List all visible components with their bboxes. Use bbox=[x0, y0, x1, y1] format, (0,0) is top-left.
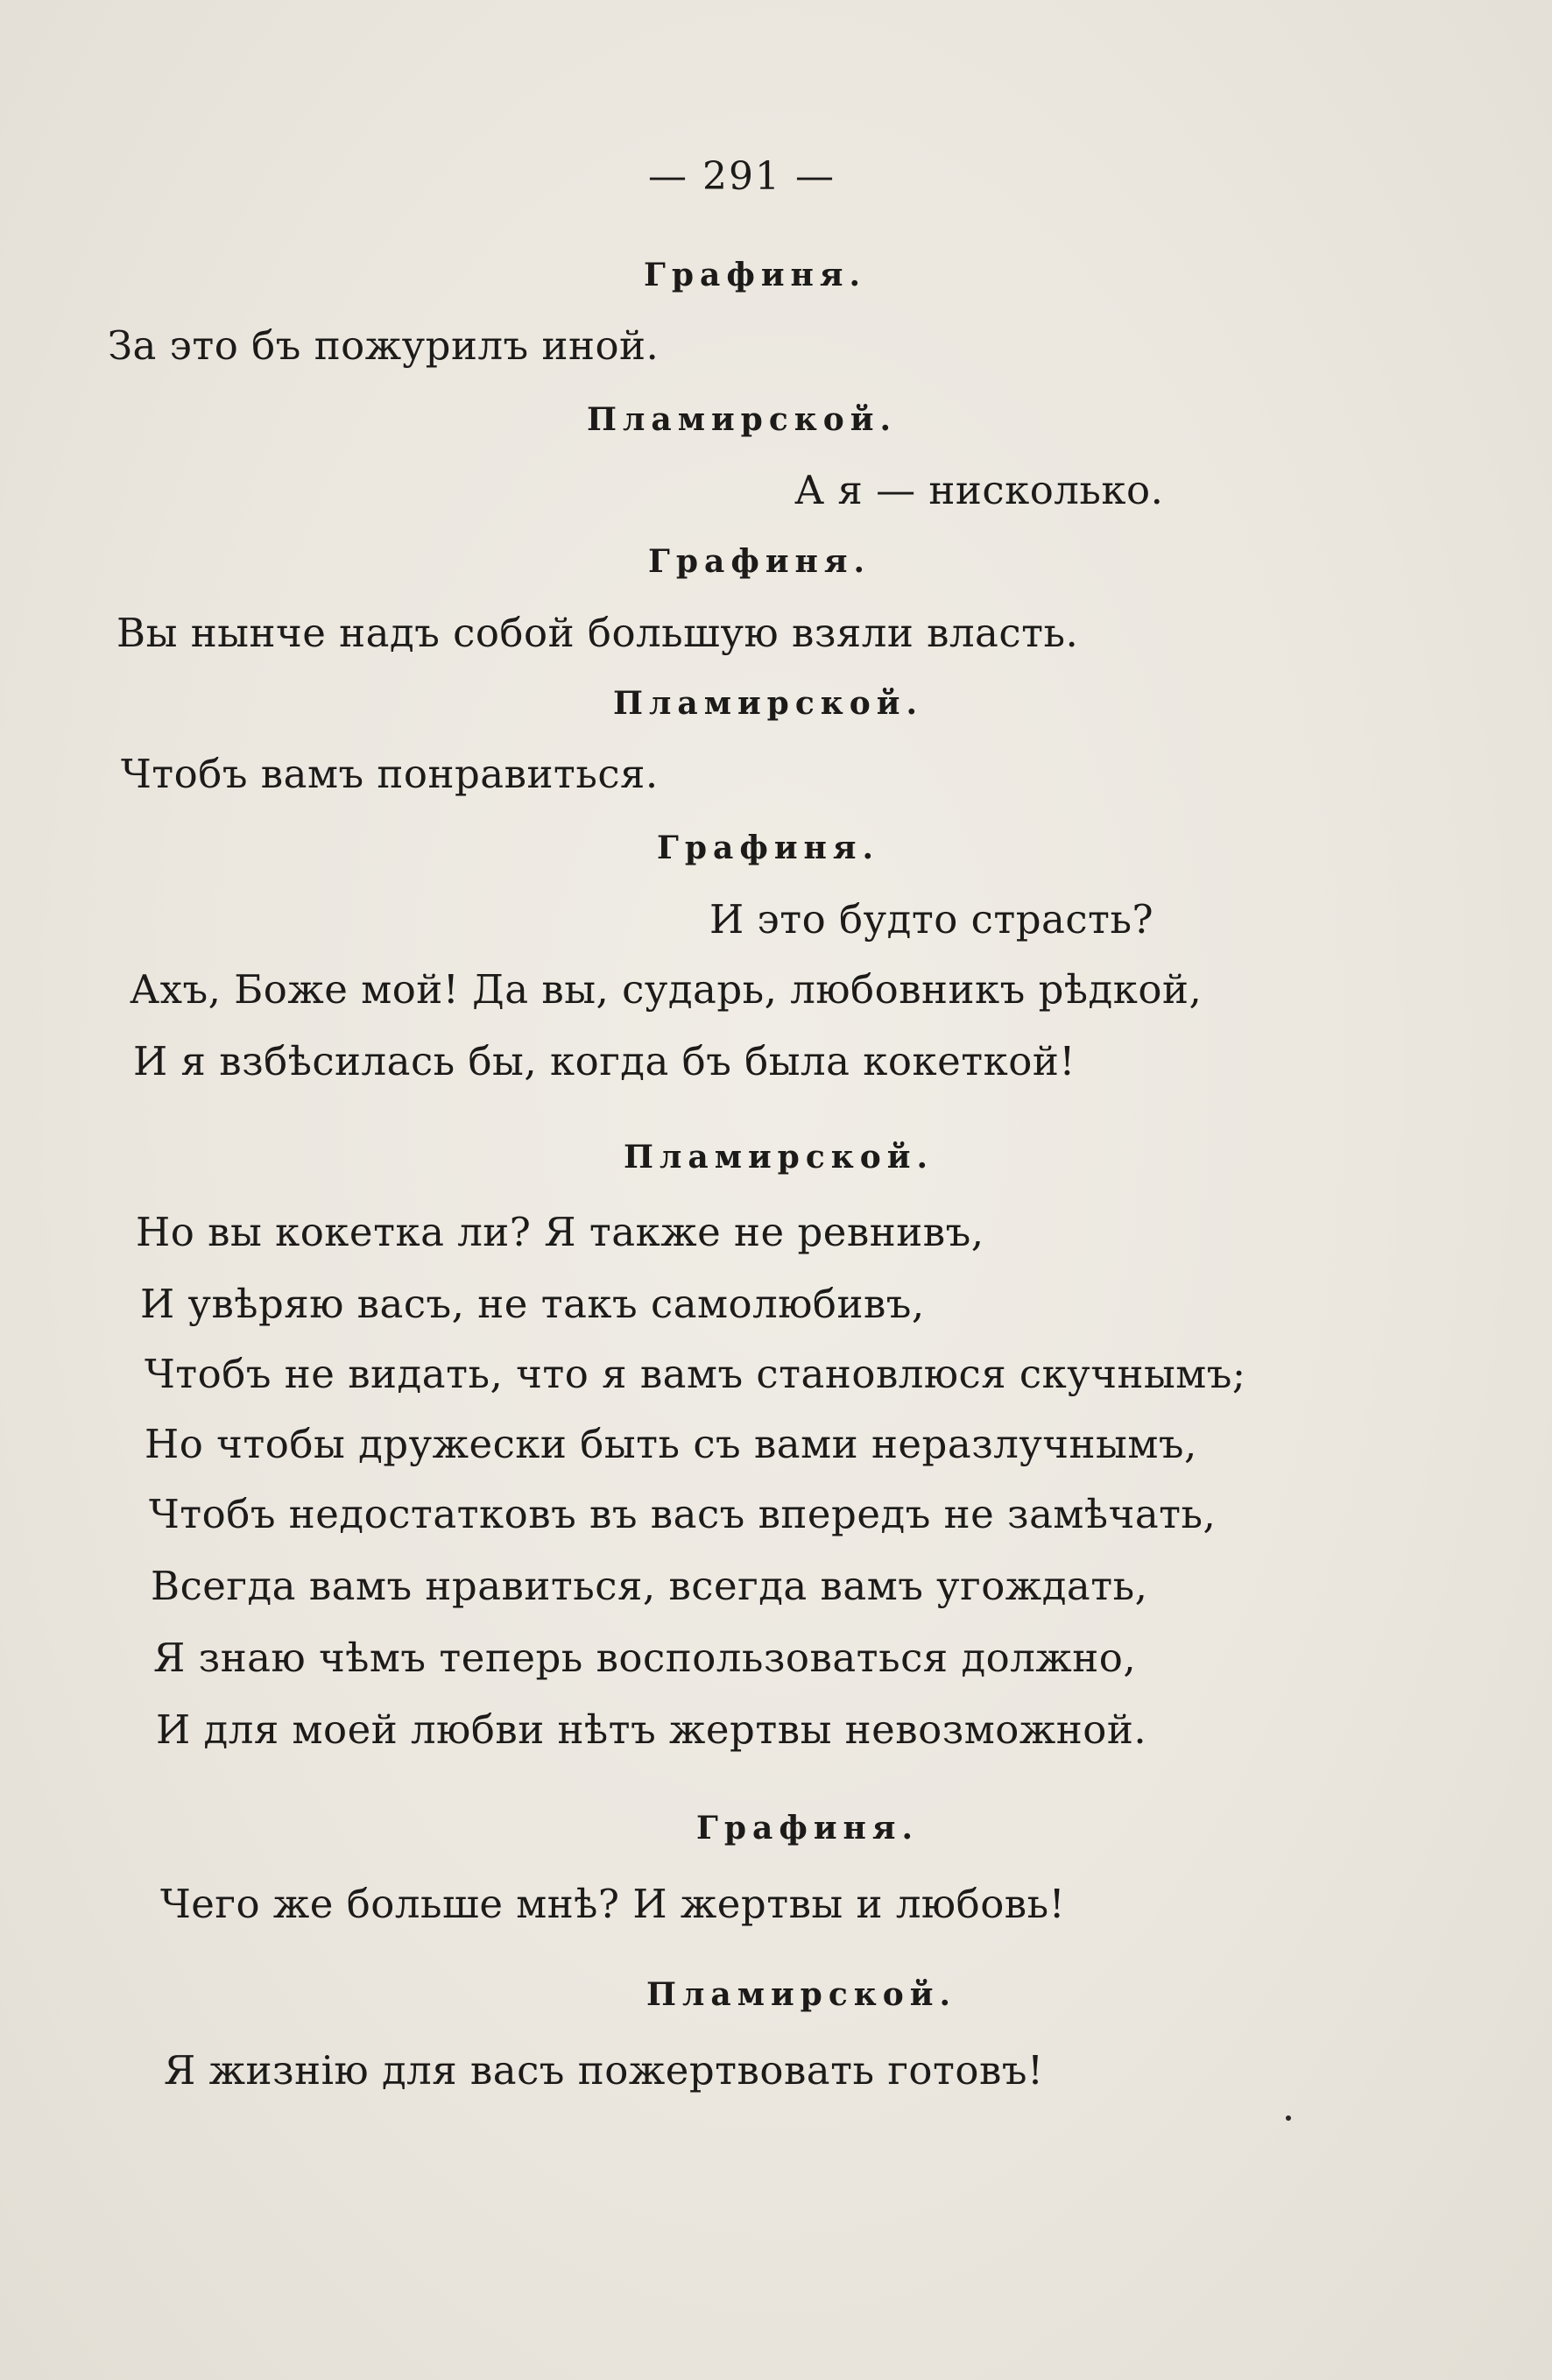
speaker-name: Графиня. bbox=[696, 1810, 919, 1847]
verse-line: И я взбѣсилась бы, когда бъ была кокеткой! bbox=[133, 1038, 1076, 1084]
verse-line: Всегда вамъ нравиться, всегда вамъ угождать, bbox=[151, 1563, 1148, 1609]
page-number: — 291 — bbox=[648, 154, 836, 199]
speaker-name: Пламирской. bbox=[646, 1976, 957, 2013]
verse-line: Но вы кокетка ли? Я также не ревнивъ, bbox=[136, 1209, 984, 1255]
speaker-name: Графиня. bbox=[657, 830, 879, 866]
speaker-name: Графиня. bbox=[644, 257, 866, 293]
verse-line: Чтобъ не видать, что я вамъ становлюся скучнымъ; bbox=[145, 1351, 1246, 1397]
verse-line: Ахъ, Боже мой! Да вы, сударь, любовникъ рѣдкой, bbox=[130, 966, 1203, 1013]
verse-line: И увѣряю васъ, не такъ самолюбивъ, bbox=[140, 1281, 925, 1327]
verse-line: И это будто страсть? bbox=[709, 896, 1154, 943]
verse-line: Я жизнію для васъ пожертвовать готовъ! bbox=[164, 2047, 1044, 2094]
speaker-name: Графиня. bbox=[648, 543, 871, 580]
verse-line: А я — нисколько. bbox=[794, 467, 1164, 513]
verse-line: Вы нынче надъ собой большую взяли власть. bbox=[116, 610, 1079, 656]
speaker-name: Пламирской. bbox=[587, 401, 898, 438]
speaker-name: Пламирской. bbox=[624, 1139, 935, 1176]
speaker-name: Пламирской. bbox=[613, 685, 924, 722]
ink-speck bbox=[1286, 2115, 1291, 2121]
verse-line: Но чтобы дружески быть съ вами неразлучнымъ, bbox=[145, 1421, 1197, 1467]
verse-line: Чего же больше мнѣ? И жертвы и любовь! bbox=[160, 1881, 1066, 1927]
verse-line: Чтобъ недостатковъ въ васъ впередъ не замѣчать, bbox=[149, 1491, 1217, 1537]
verse-line: Чтобъ вамъ понравиться. bbox=[121, 751, 659, 797]
verse-line: И для моей любви нѣтъ жертвы невозможной. bbox=[156, 1706, 1147, 1753]
verse-line: За это бъ пожурилъ иной. bbox=[108, 322, 660, 369]
verse-line: Я знаю чѣмъ теперь воспользоваться должно, bbox=[153, 1635, 1137, 1681]
